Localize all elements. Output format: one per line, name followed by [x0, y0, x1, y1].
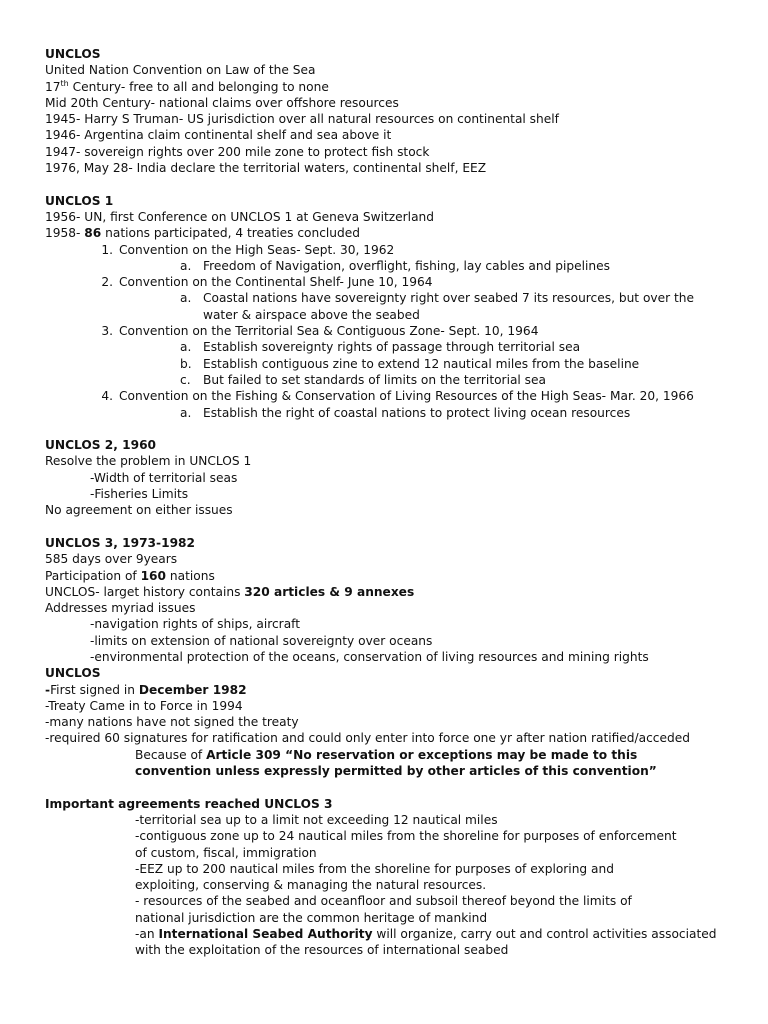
text-line: Mid 20th Century- national claims over offshore resources [45, 95, 399, 110]
bold-fragment: December 1982 [138, 682, 247, 697]
section-title-unclos-1: UNCLOS 1 [45, 193, 114, 208]
indented-item: -contiguous zone up to 24 nautical miles from the shoreline for purposes of enforcement of custom, fiscal, immigration [135, 829, 677, 860]
spacer [45, 779, 728, 795]
text-line: 1956- UN, first Conference on UNCLOS 1 at Geneva Switzerland [45, 209, 434, 224]
list-text: Convention on the Continental Shelf- June 10, 1964 [119, 275, 433, 290]
text-line: No agreement on either issues [45, 503, 233, 518]
text-fragment: nations [166, 568, 215, 583]
text-line: 1976, May 28- India declare the territorial waters, continental shelf, EEZ [45, 161, 487, 176]
text-fragment: nations participated, 4 treaties concluded [101, 226, 360, 241]
indented-item: -Fisheries Limits [90, 487, 189, 502]
spacer [45, 421, 728, 437]
indented-item: - resources of the seabed and oceanfloor and subsoil thereof beyond the limits of national jurisdiction are the common heritage of mankind [135, 894, 632, 925]
text-line: -many nations have not signed the treaty [45, 715, 299, 730]
spacer [45, 176, 728, 192]
lettered-item [45, 405, 728, 421]
list-text: Establish contiguous zine to extend 12 nautical miles from the baseline [203, 356, 640, 371]
text-line-first-signed [45, 682, 728, 698]
text-line: -required 60 signatures for ratification and could only enter into force one yr after nation ratified/acceded [45, 731, 690, 746]
indented-item-seabed-authority [45, 926, 728, 959]
indented-item: -territorial sea up to a limit not exceeding 12 nautical miles [135, 812, 498, 827]
list-text: Establish sovereignty rights of passage through territorial sea [203, 340, 581, 355]
list-letter: b. [180, 356, 192, 371]
text-line-participation [45, 568, 728, 584]
spacer [45, 519, 728, 535]
indented-item: -navigation rights of ships, aircraft [90, 617, 301, 632]
list-text: Convention on the High Seas- Sept. 30, 1962 [119, 242, 395, 257]
list-text: Coastal nations have sovereignty right over seabed 7 its resources, but over the water & airspace above the seabed [203, 291, 695, 322]
century-superscript: th [60, 78, 69, 88]
lettered-item [45, 290, 728, 323]
section-title-unclos-3: UNCLOS 3, 1973-1982 [45, 535, 196, 550]
section-title-unclos: UNCLOS [45, 47, 101, 61]
text-fragment: Participation of [45, 568, 141, 583]
list-number: 4. [101, 389, 113, 404]
list-letter: c. [180, 372, 191, 387]
bold-fragment: 320 articles & 9 annexes [244, 584, 415, 599]
indented-item: -EEZ up to 200 nautical miles from the shoreline for purposes of exploring and exploiting, conserving & managing the natural resources. [135, 861, 614, 893]
bold-fragment: 160 [140, 568, 167, 583]
text-line-1958 [45, 225, 728, 241]
text-line: 1946- Argentina claim continental shelf and sea above it [45, 128, 392, 143]
indented-item: -environmental protection of the oceans, conservation of living resources and mining rights [90, 649, 649, 664]
text-fragment: will organize, carry out and control activities associated with the exploitation of the resources of international seabed [135, 927, 717, 958]
text-line: -Treaty Came in to Force in 1994 [45, 698, 243, 713]
list-number: 1. [101, 242, 113, 257]
list-number: 2. [101, 275, 113, 290]
text-line-articles [45, 584, 728, 600]
numbered-item [45, 274, 728, 290]
list-text: Convention on the Territorial Sea & Contiguous Zone- Sept. 10, 1964 [119, 324, 539, 339]
lettered-item [45, 339, 728, 355]
list-letter: a. [180, 340, 192, 355]
list-text: Establish the right of coastal nations to protect living ocean resources [203, 405, 631, 420]
list-letter: a. [180, 291, 192, 306]
lettered-item [45, 372, 728, 388]
text-fragment: 1958- [45, 226, 85, 241]
text-line: Resolve the problem in UNCLOS 1 [45, 454, 252, 469]
text-line: 1945- Harry S Truman- US jurisdiction over all natural resources on continental shelf [45, 112, 559, 127]
list-text: Freedom of Navigation, overflight, fishing, lay cables and pipelines [203, 258, 610, 273]
century-number: 17 [45, 79, 61, 94]
lettered-item [45, 258, 728, 274]
numbered-item [45, 323, 728, 339]
indented-item: -limits on extension of national sovereignty over oceans [90, 633, 433, 648]
bold-fragment: Article 309 “No reservation or exceptions may be made to this convention unless expressly permitted by other articles of this convention” [135, 747, 657, 779]
text-fragment: Because of [135, 747, 207, 762]
list-letter: a. [180, 258, 192, 273]
text-line: United Nation Convention on Law of the Sea [45, 63, 316, 78]
text-line: 585 days over 9years [45, 552, 178, 567]
list-letter: a. [180, 405, 192, 420]
numbered-item [45, 388, 728, 404]
subsection-title-unclos: UNCLOS [45, 666, 101, 681]
bold-fragment: 86 [84, 226, 102, 241]
section-title-unclos-2: UNCLOS 2, 1960 [45, 438, 157, 453]
text-line-17th-century [45, 79, 728, 95]
section-title-important-agreements: Important agreements reached UNCLOS 3 [45, 796, 333, 811]
text-fragment: First signed in [50, 682, 139, 697]
article-309-quote [45, 747, 728, 780]
century-text: Century- free to all and belonging to none [68, 79, 329, 94]
text-fragment: -an [135, 927, 159, 942]
numbered-item [45, 242, 728, 258]
bold-fragment: International Seabed Authority [158, 927, 373, 942]
list-text: Convention on the Fishing & Conservation of Living Resources of the High Seas- Mar. 20, 1966 [119, 389, 694, 404]
text-line: Addresses myriad issues [45, 601, 196, 616]
indented-item: -Width of territorial seas [90, 470, 238, 485]
text-line: 1947- sovereign rights over 200 mile zone to protect fish stock [45, 144, 430, 159]
list-text: But failed to set standards of limits on the territorial sea [203, 372, 546, 387]
lettered-item [45, 356, 728, 372]
text-fragment: UNCLOS- larget history contains [45, 584, 245, 599]
list-number: 3. [101, 324, 113, 339]
bold-fragment: - [45, 682, 51, 697]
